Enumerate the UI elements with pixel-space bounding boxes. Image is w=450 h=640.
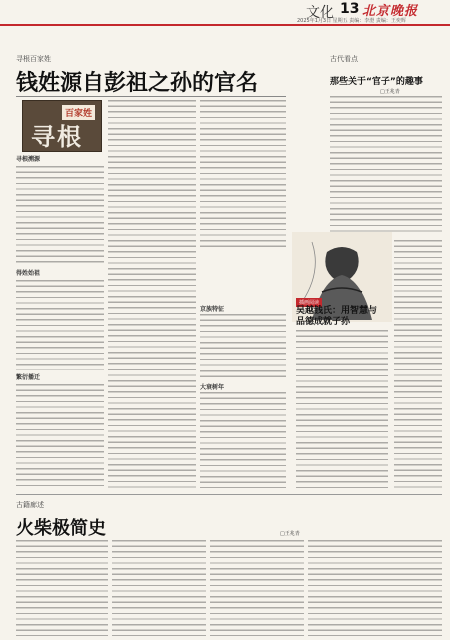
column-label-right: 古代看点	[330, 55, 358, 63]
text-col-3b	[200, 314, 286, 380]
text-col-b1	[16, 540, 108, 636]
paper-name: 北京晚报	[362, 4, 419, 19]
byline-right: □王兆青	[380, 89, 400, 95]
text-col-2	[108, 100, 196, 488]
byline-bottom: □王兆青	[280, 531, 300, 537]
text-col-right-a	[330, 96, 442, 236]
middle-headline: 吴越钱氏：用智慧与品德成就子孙	[296, 306, 378, 327]
text-block	[16, 268, 104, 278]
subhead: 得姓始祖	[16, 270, 41, 277]
text-col-1c	[16, 384, 104, 488]
text-col-1b	[16, 280, 104, 370]
masthead-section: 文化	[306, 5, 334, 21]
column-label-left: 寻根百家姓	[16, 55, 51, 63]
masthead-rule	[0, 24, 450, 26]
text-col-right-b	[394, 240, 442, 488]
column-label-bottom: 古籍廊述	[16, 501, 44, 509]
text-block	[16, 154, 104, 164]
paper-logo	[362, 0, 444, 18]
subhead: 繁衍播迁	[16, 374, 41, 381]
date-line: 2025年1月3日 星期五 责编：李澄 责编：王奕辉	[297, 18, 406, 24]
text-col-3c	[200, 392, 286, 488]
headline-qian: 钱姓源自彭祖之孙的官名	[16, 71, 259, 96]
headline-matches: 火柴极简史	[16, 518, 106, 539]
text-col-4	[296, 330, 388, 488]
middle-tag: 插画阅读	[296, 298, 322, 307]
text-col-3a	[200, 100, 286, 250]
text-block	[16, 372, 104, 382]
text-col-1a	[16, 166, 104, 266]
subhead: 京族特征	[200, 306, 225, 313]
subhead: 大衰树年	[200, 384, 225, 391]
divider	[16, 96, 286, 97]
subhead: 寻根溯源	[16, 156, 41, 163]
page-number: 13	[340, 1, 360, 17]
logo-badge: 百家姓	[62, 105, 95, 120]
text-col-b3	[210, 540, 304, 636]
headline-guanzi: 那些关于“官子”的趣事	[330, 77, 423, 87]
logo-text: 寻根	[31, 122, 83, 151]
root-logo	[22, 100, 102, 152]
text-col-b2	[112, 540, 206, 636]
section-divider	[16, 494, 442, 495]
text-col-b4	[308, 540, 442, 636]
